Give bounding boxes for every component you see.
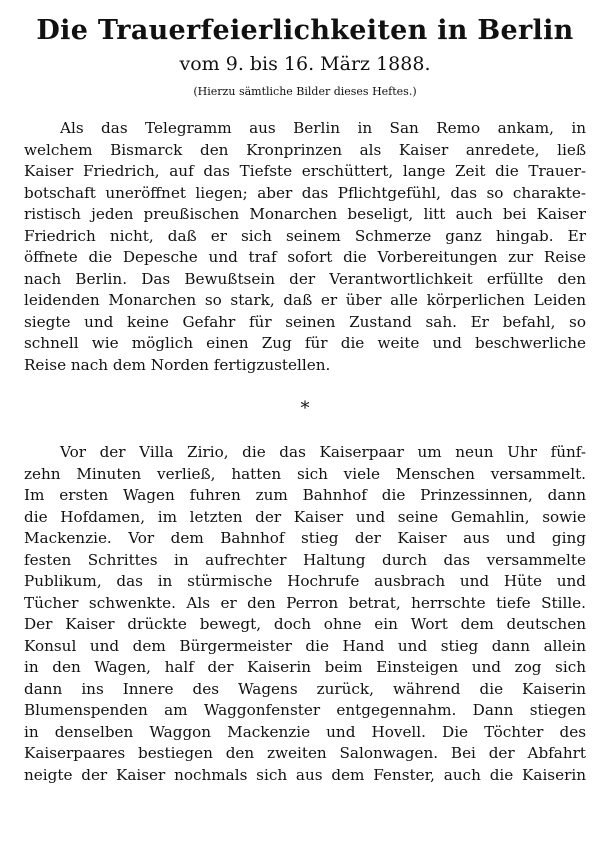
text-line: Vor der Villa Zirio, die das Kaiserpaar um neun Uhr fünf-: [60, 443, 586, 461]
text-line: festen Schrittes in aufrechter Haltung durch das versammelte: [24, 550, 586, 569]
text-line: Im ersten Wagen fuhren zum Bahnhof die Prinzessinnen, dann: [24, 486, 586, 504]
paragraph-2: [24, 442, 586, 786]
text-line: in denselben Waggon Mackenzie und Hovell. Die Töchter des: [24, 722, 586, 741]
text-line: Publikum, das in stürmische Hochrufe ausbrach und Hüte und: [24, 572, 586, 590]
text-line: Kaiser Friedrich, auf das Tiefste erschüttert, lange Zeit die Trauer-: [24, 162, 586, 180]
text-line: Mackenzie. Vor dem Bahnhof stieg der Kaiser aus und ging: [24, 529, 586, 547]
text-line: Konsul und dem Bürgermeister die Hand und stieg dann allein: [24, 636, 586, 655]
text-line: Blumenspenden am Waggonfenster entgegennahm. Dann stiegen: [24, 701, 586, 719]
text-line: Reise nach dem Norden fertigzustellen.: [24, 355, 331, 374]
text-line: welchem Bismarck den Kronprinzen als Kaiser anredete, ließ: [24, 140, 586, 159]
text-line: Friedrich nicht, daß er sich seinem Schmerze ganz hingab. Er: [24, 226, 586, 245]
text-line: Der Kaiser drückte bewegt, doch ohne ein Wort dem deutschen: [24, 615, 586, 633]
text-line: die Hofdamen, im letzten der Kaiser und seine Gemahlin, sowie: [24, 507, 586, 526]
article-date-line: vom 9. bis 16. März 1888.: [179, 53, 431, 75]
text-line: öffnete die Depesche und traf sofort die Vorbereitungen zur Reise: [24, 248, 586, 266]
text-line: Tücher schwenkte. Als er den Perron betrat, herrschte tiefe Stille.: [24, 593, 586, 612]
text-line: schnell wie möglich einen Zug für die weite und beschwerliche: [24, 334, 586, 352]
article-title: Die Trauerfeierlichkeiten in Berlin: [36, 15, 574, 46]
text-line: zehn Minuten verließ, hatten sich viele Menschen versammelt.: [24, 464, 586, 483]
text-line: ristisch jeden preußischen Monarchen beseligt, litt auch bei Kaiser: [24, 205, 586, 223]
text-line: dann ins Innere des Wagens zurück, während die Kaiserin: [24, 679, 586, 698]
section-separator: *: [300, 398, 310, 419]
text-line: Kaiserpaares bestiegen den zweiten Salonwagen. Bei der Abfahrt: [24, 744, 586, 762]
text-line: neigte der Kaiser nochmals sich aus dem Fenster, auch die Kaiserin: [24, 765, 586, 784]
text-line: botschaft uneröffnet liegen; aber das Pflichtgefühl, das so charakte-: [24, 183, 586, 202]
text-line: siegte und keine Gefahr für seinen Zustand sah. Er befahl, so: [24, 312, 586, 331]
text-line: Als das Telegramm aus Berlin in San Remo ankam, in: [60, 119, 586, 137]
paragraph-1: [24, 118, 586, 376]
illustration-note: (Hierzu sämtliche Bilder dieses Heftes.): [193, 85, 417, 98]
text-line: in den Wagen, half der Kaiserin beim Einsteigen und zog sich: [24, 658, 586, 676]
text-line: leidenden Monarchen so stark, daß er über alle körperlichen Leiden: [24, 291, 586, 309]
text-line: nach Berlin. Das Bewußtsein der Verantwortlichkeit erfüllte den: [24, 269, 586, 288]
